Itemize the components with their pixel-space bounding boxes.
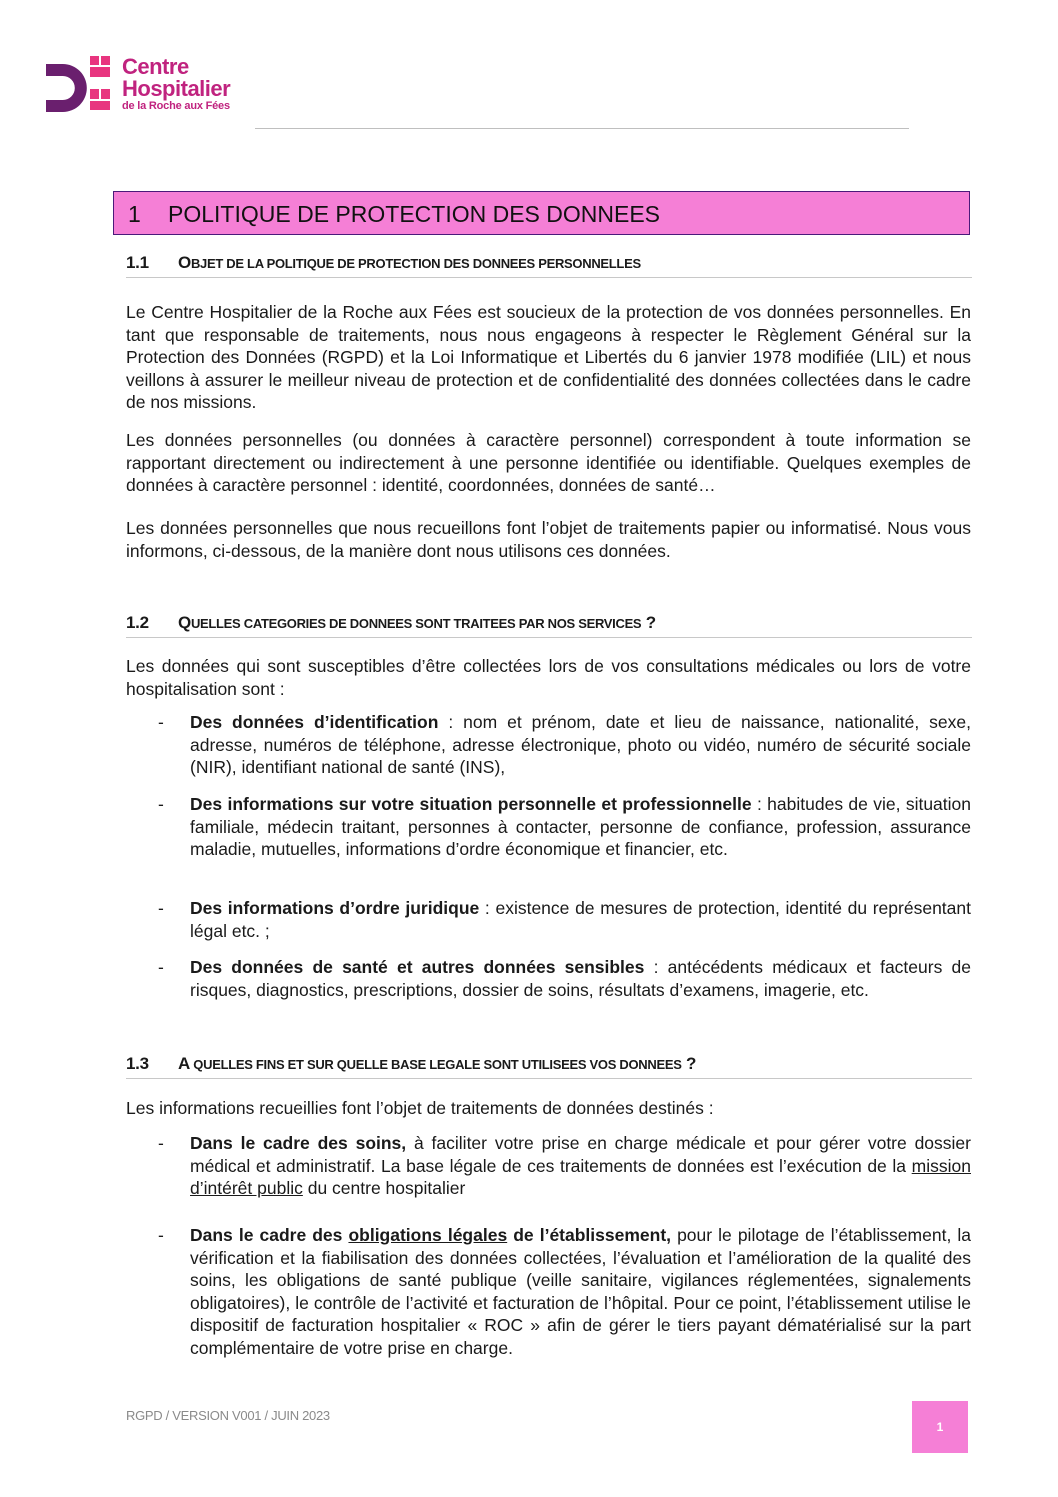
logo-name-line1: Centre bbox=[122, 54, 189, 79]
list-item-text: : existence de mesures de protection, identité du représentant légal etc. ; bbox=[190, 898, 971, 941]
list-item-text: : habitudes de vie, situation familiale, médecin traitant, personnes à contacter, personne de confiance, profession, assurance maladie, mutuelles, informations d’ordre économique et financier, etc. bbox=[190, 794, 972, 859]
section-1-2-number: 1.2 bbox=[126, 613, 149, 632]
section-1-2-heading bbox=[126, 613, 972, 638]
logo-name-line2: Hospitalier bbox=[122, 76, 231, 101]
list-item-title-end: de l’établissement, bbox=[507, 1225, 672, 1245]
list-item-text: à faciliter votre prise en charge médicale et pour gérer votre dossier médical et administratif. La base légale de ces traitements de données est l’exécution de la bbox=[190, 1133, 971, 1176]
logo-mark-icon bbox=[46, 56, 112, 112]
list-item-title: Dans le cadre des soins, bbox=[190, 1133, 407, 1153]
list-item-text: : antécédents médicaux et facteurs de risques, diagnostics, prescriptions, dossier de soins, résultats d’examens, imagerie, etc. bbox=[190, 957, 971, 1000]
list-item-title: Des données d’identification bbox=[190, 712, 439, 732]
paragraph-definition: Les données personnelles (ou données à caractère personnel) correspondent à toute information se rapportant directement ou indirectement à une personne identifiée ou identifiable. Quelques exemples de données à caractère personnel : identité, coordonnées, données de santé… bbox=[126, 430, 971, 495]
section-1-number: 1 bbox=[128, 201, 141, 227]
section-1-3-number: 1.3 bbox=[126, 1054, 149, 1073]
section-1-2-title-end: ? bbox=[641, 613, 656, 632]
section-1-1-heading bbox=[126, 253, 972, 278]
section-1-3-title: QUELLES FINS ET SUR QUELLE BASE LEGALE SONT UTILISEES VOS DONNEES bbox=[189, 1057, 682, 1072]
section-1-3-title-cap: A bbox=[178, 1054, 190, 1073]
footer-version: RGPD / VERSION V001 / JUIN 2023 bbox=[126, 1408, 330, 1423]
section-1-title: POLITIQUE DE PROTECTION DES DONNEES bbox=[168, 201, 661, 227]
section-1-heading bbox=[113, 191, 970, 235]
paragraph-processing: Les données personnelles que nous recueillons font l’objet de traitements papier ou informatisé. Nous vous informons, ci-dessous, de la manière dont nous utilisons ces données. bbox=[126, 518, 971, 561]
paragraph-intro: Le Centre Hospitalier de la Roche aux Fées est soucieux de la protection de vos données personnelles. En tant que responsable de traitements, nous nous engageons à respecter le Règlement Général sur la Protection des Données (RGPD) et la Loi Informatique et Libertés du 6 janvier 1978 modifiée (LIL) et nous veillons à assurer le meilleur niveau de protection et de confidentialité des données collectées dans le cadre de nos missions. bbox=[126, 302, 971, 412]
logo-name-line3: de la Roche aux Fées bbox=[122, 100, 230, 112]
list-item-title: Dans le cadre des bbox=[190, 1225, 349, 1245]
page-number: 1 bbox=[912, 1401, 968, 1453]
purposes-intro: Les informations recueillies font l’objet de traitements de données destinés : bbox=[126, 1098, 714, 1118]
list-item-text: : nom et prénom, date et lieu de naissance, nationalité, sexe, adresse, numéros de téléphone, adresse électronique, photo ou vidéo, numéro de sécurité sociale (NIR), identifiant national de santé (INS), bbox=[190, 712, 971, 777]
list-item-title: Des informations sur votre situation personnelle et professionnelle bbox=[190, 794, 752, 814]
section-1-1-title: BJET DE LA POLITIQUE DE PROTECTION DES DONNEES PERSONNELLES bbox=[190, 256, 641, 271]
list-item-title: Des données de santé et autres données sensibles bbox=[190, 957, 645, 977]
section-1-2-title-cap: Q bbox=[178, 613, 191, 632]
public-interest-link: mission d’intérêt public bbox=[190, 1155, 971, 1198]
list-item-text: pour le pilotage de l’établissement, la vérification et la fiabilisation des données collectées, l’évaluation et l’amélioration de la qualité des soins, les obligations de santé publique (veille sanitaire, vigilances réglementées, signalements obligatoires), le contrôle de l’activité et facturation de l’hôpital. Pour ce point, l’établissement utilise le dispositif de facturation hospitalier « ROC » afin de gérer le tiers payant dématérialisé sur la part complémentaire de votre prise en charge. bbox=[190, 1225, 971, 1358]
section-1-2-title: UELLES CATEGORIES DE DONNEES SONT TRAITEES PAR NOS SERVICES bbox=[190, 616, 642, 631]
hospital-logo bbox=[46, 56, 246, 116]
section-1-1-number: 1.1 bbox=[126, 253, 149, 272]
categories-intro: Les données qui sont susceptibles d’être collectées lors de vos consultations médicales ou lors de votre hospitalisation sont : bbox=[126, 656, 971, 699]
list-item-text-end: du centre hospitalier bbox=[302, 1178, 466, 1198]
section-1-3-title-end: ? bbox=[681, 1054, 697, 1073]
header-divider bbox=[255, 128, 909, 129]
section-1-1-title-cap: O bbox=[178, 253, 191, 272]
section-1-3-heading bbox=[126, 1054, 972, 1079]
legal-obligations-link: obligations légales bbox=[348, 1225, 508, 1245]
list-item-title: Des informations d’ordre juridique bbox=[190, 898, 480, 918]
